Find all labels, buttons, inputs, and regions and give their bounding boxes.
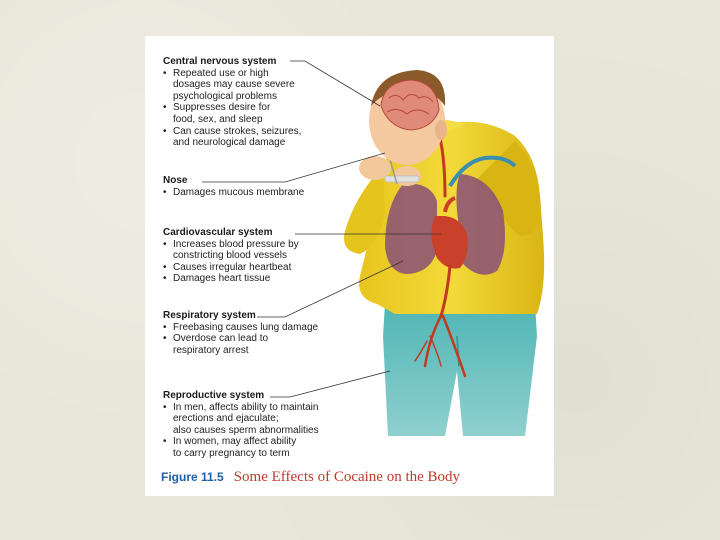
figure-caption xyxy=(161,468,460,486)
bullet: • xyxy=(163,273,167,285)
list-item: • Increases blood pressure by xyxy=(163,238,299,250)
list-item: • Freebasing causes lung damage xyxy=(163,321,319,333)
callout-respiratory-system xyxy=(163,310,318,356)
bullet: • xyxy=(163,261,167,273)
list-item: • In men, affects ability to maintain xyxy=(163,401,319,413)
bullet: • xyxy=(163,102,167,114)
list-item-continuation: also causes sperm abnormalities xyxy=(173,424,319,436)
list-item: • Causes irregular heartbeat xyxy=(163,261,292,273)
list-item: • In women, may affect ability xyxy=(163,436,297,448)
callout-title: Nose xyxy=(163,175,188,186)
list-item: • Can cause strokes, seizures, xyxy=(163,125,302,137)
figure-caption-text: Some Effects of Cocaine on the Body xyxy=(233,469,461,485)
bullet: • xyxy=(163,238,167,250)
figure-number: Figure 11.5 xyxy=(161,470,224,484)
list-item: • Damages heart tissue xyxy=(163,273,271,285)
callout-reproductive-system xyxy=(163,390,319,460)
callout-central-nervous-system xyxy=(163,56,301,149)
bullet: • xyxy=(163,186,167,198)
bullet: • xyxy=(163,401,167,413)
bullet: • xyxy=(163,436,167,448)
list-item: • Damages mucous membrane xyxy=(163,186,305,198)
list-item: • Suppresses desire for xyxy=(163,102,271,114)
list-item: • Repeated use or high xyxy=(163,67,269,79)
callout-nose xyxy=(163,175,304,198)
bullet: • xyxy=(163,67,167,79)
list-item-continuation: psychological problems xyxy=(173,90,277,102)
bullet: • xyxy=(163,125,167,137)
callout-title: Cardiovascular system xyxy=(163,227,273,238)
list-item-continuation: and neurological damage xyxy=(173,137,286,149)
bullet: • xyxy=(163,333,167,345)
list-item: • Overdose can lead to xyxy=(163,333,269,345)
list-item-continuation: to carry pregnancy to term xyxy=(173,447,290,459)
callout-title: Reproductive system xyxy=(163,390,265,401)
figure-panel xyxy=(145,36,554,496)
list-item-continuation: food, sex, and sleep xyxy=(173,113,263,125)
list-item-continuation: dosages may cause severe xyxy=(173,79,295,91)
callout-title: Respiratory system xyxy=(163,310,256,321)
list-item-continuation: erections and ejaculate; xyxy=(173,413,279,425)
callout-title: Central nervous system xyxy=(163,56,277,67)
callout-cardiovascular-system xyxy=(163,227,299,285)
list-item-continuation: constricting blood vessels xyxy=(173,250,287,262)
list-item-continuation: respiratory arrest xyxy=(173,344,249,356)
bullet: • xyxy=(163,321,167,333)
pants xyxy=(383,304,537,436)
